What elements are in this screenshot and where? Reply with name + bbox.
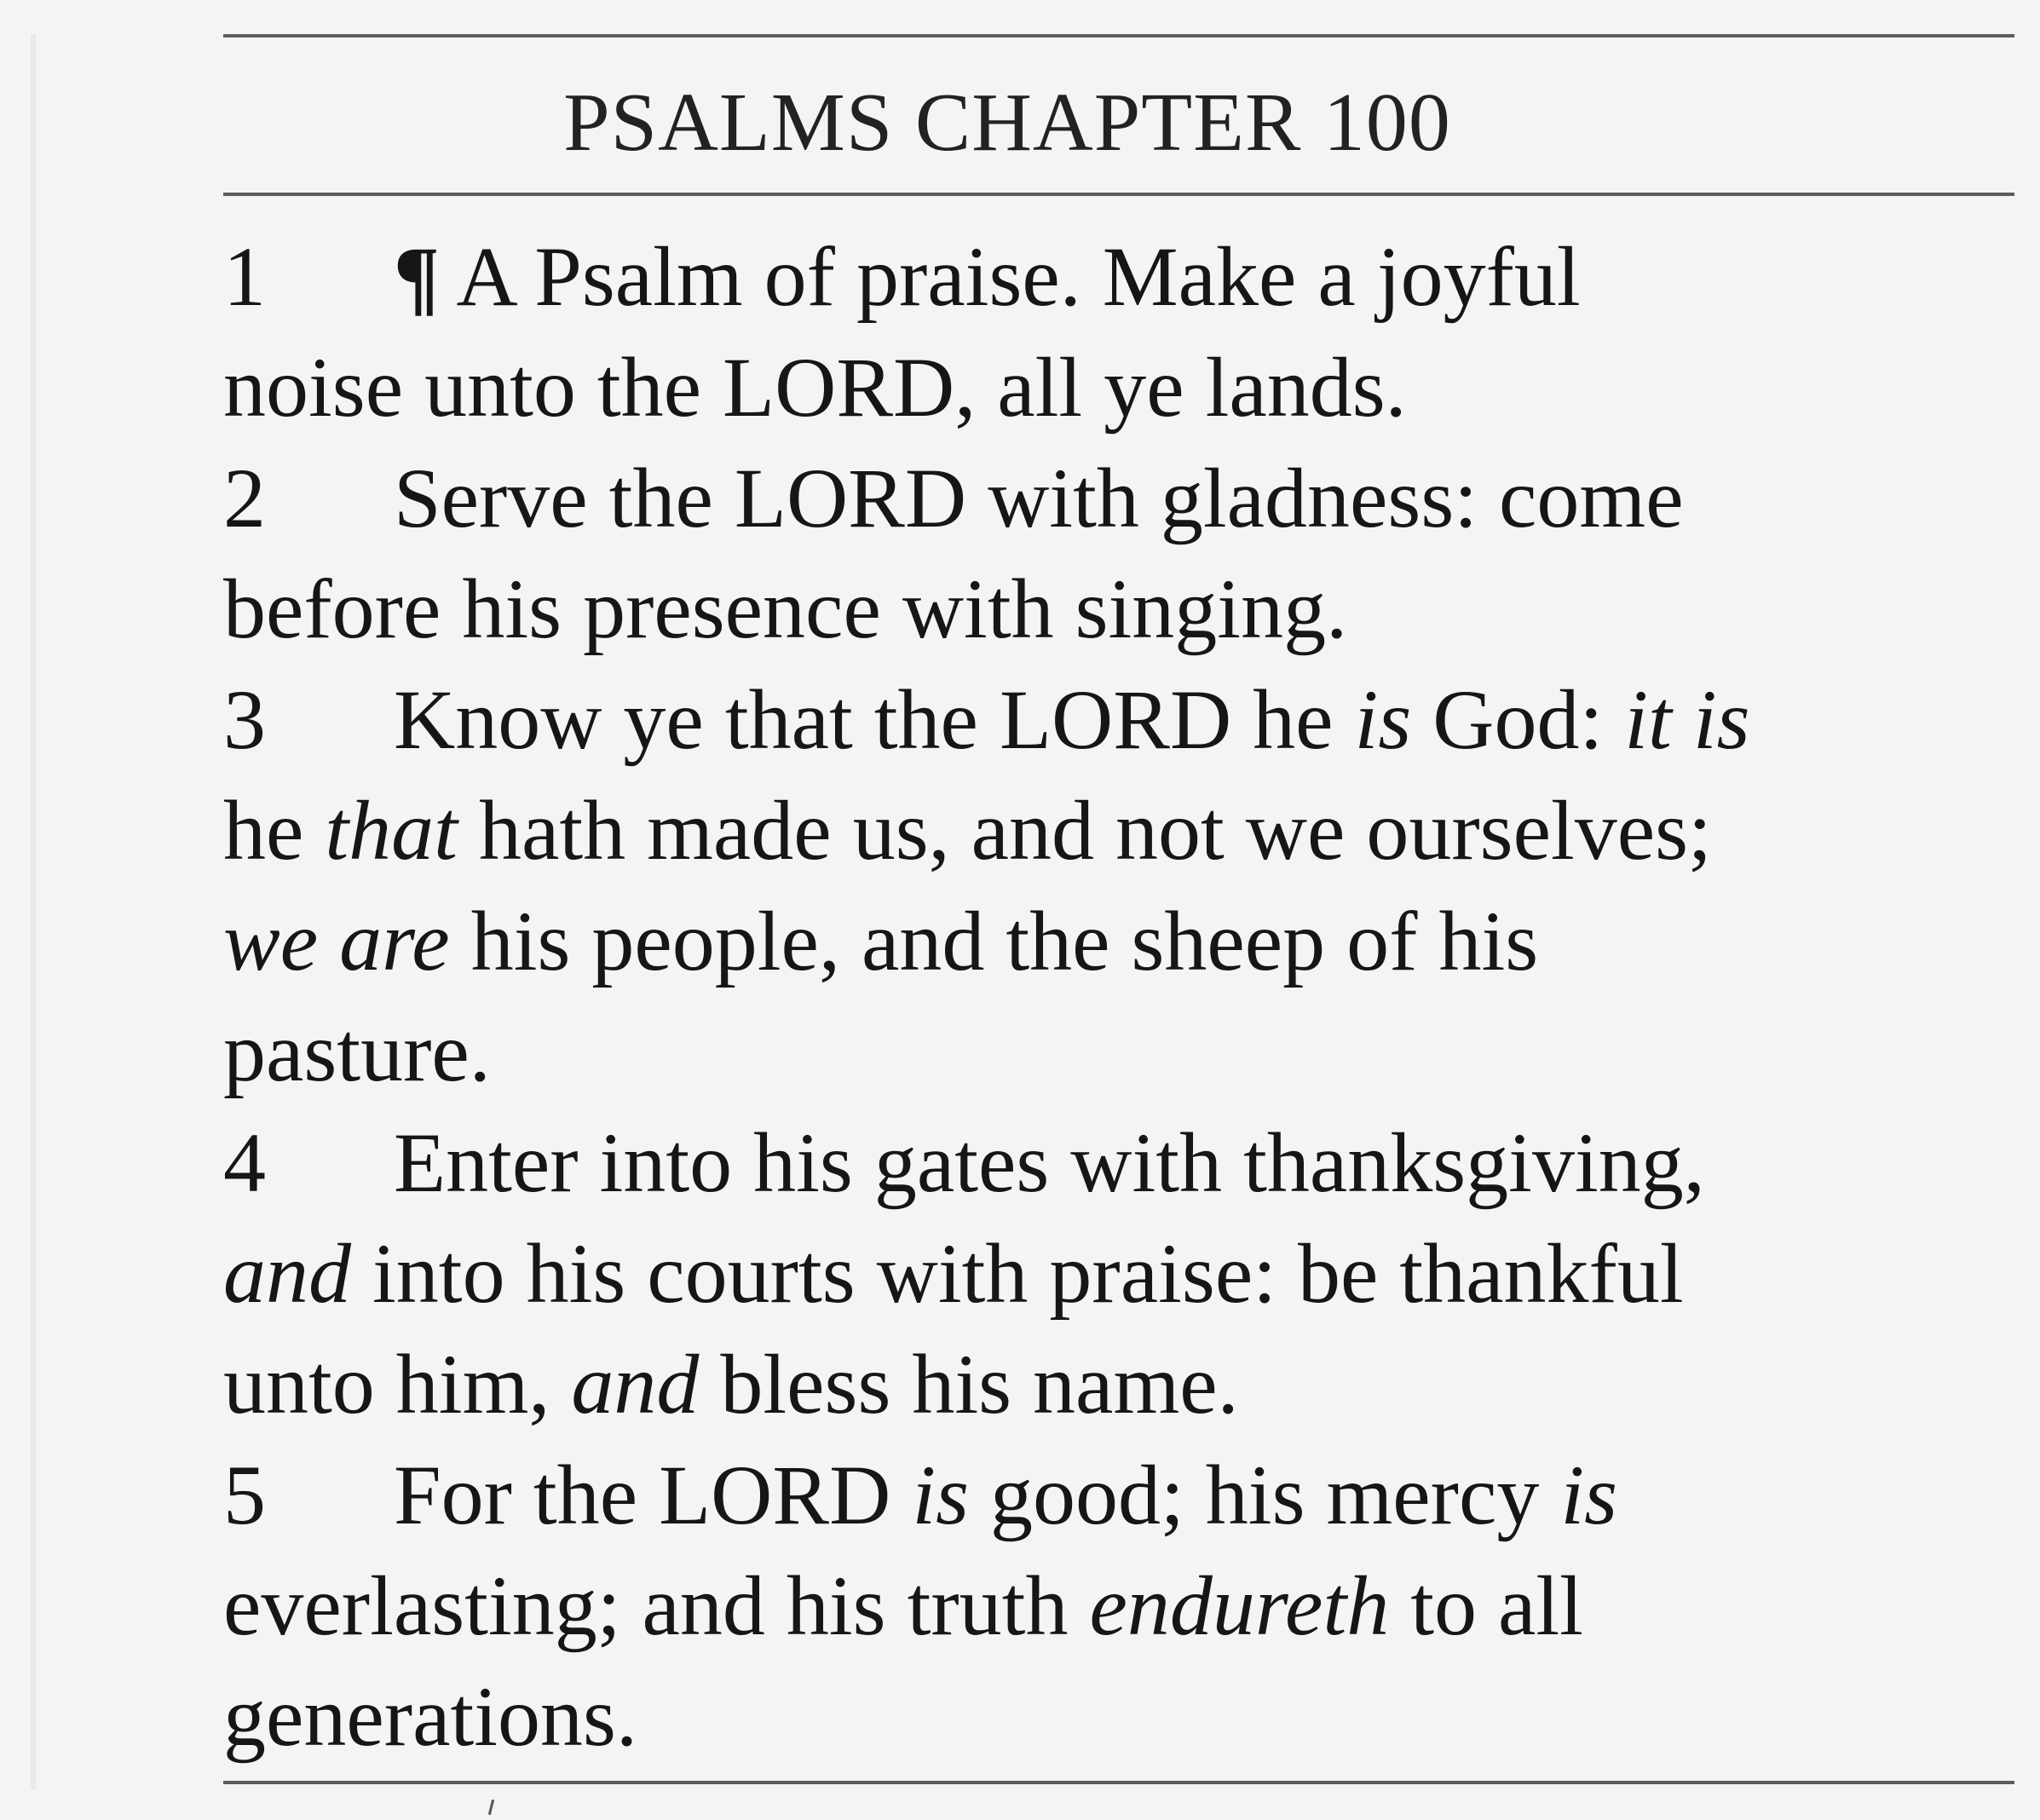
verse-text: everlasting; and his truth bbox=[223, 1558, 1090, 1653]
scripture-panel bbox=[223, 34, 2014, 1789]
italic-word: is bbox=[1354, 672, 1412, 767]
verse-5-line-2 bbox=[223, 1551, 2014, 1662]
verse-5-line-3 bbox=[223, 1662, 2014, 1772]
verse-text: For the LORD bbox=[394, 1448, 913, 1542]
verse-list bbox=[223, 222, 2014, 1772]
verse-number: 3 bbox=[223, 672, 266, 767]
verse-number: 5 bbox=[223, 1448, 266, 1542]
italic-word: that bbox=[325, 783, 458, 878]
verse-2-line-2 bbox=[223, 554, 2014, 665]
scan-edge-shadow bbox=[31, 34, 36, 1789]
pilcrow-mark: ¶ bbox=[394, 229, 441, 324]
verse-text: A Psalm of praise. Make a joyful bbox=[440, 229, 1581, 324]
italic-word: we are bbox=[223, 894, 450, 988]
verse-text: God: bbox=[1411, 672, 1625, 767]
verse-2-line-1 bbox=[223, 443, 2014, 554]
verse-text: pasture. bbox=[223, 1005, 491, 1099]
heading-rule bbox=[223, 193, 2014, 196]
chapter-heading: PSALMS CHAPTER 100 bbox=[563, 77, 1451, 169]
verse-5-line-1 bbox=[223, 1440, 2014, 1551]
scan-speck bbox=[488, 1800, 494, 1815]
italic-word: is bbox=[912, 1448, 970, 1542]
verse-text: hath made us, and not we ourselves; bbox=[457, 783, 1712, 878]
italic-word: endureth bbox=[1089, 1558, 1390, 1653]
verse-text: generations. bbox=[223, 1669, 637, 1764]
verse-3-line-1 bbox=[223, 665, 2014, 775]
verse-text: before his presence with singing. bbox=[223, 562, 1348, 656]
verse-text: unto him, bbox=[223, 1337, 572, 1431]
verse-text: he bbox=[223, 783, 326, 878]
verse-text: bless his name. bbox=[699, 1337, 1239, 1431]
verse-text: noise unto the LORD, all ye lands. bbox=[223, 340, 1407, 435]
bottom-rule bbox=[223, 1781, 2014, 1784]
verse-4-line-2 bbox=[223, 1218, 2014, 1329]
verse-number: 2 bbox=[223, 451, 266, 545]
verse-4-line-3 bbox=[223, 1329, 2014, 1440]
verse-text: good; his mercy bbox=[969, 1448, 1561, 1542]
verse-4-line-1 bbox=[223, 1108, 2014, 1218]
verse-number: 1 bbox=[223, 229, 266, 324]
verse-3-line-2 bbox=[223, 775, 2014, 886]
verse-3-line-3 bbox=[223, 886, 2014, 997]
verse-text: his people, and the sheep of his bbox=[449, 894, 1539, 988]
verse-text: to all bbox=[1389, 1558, 1583, 1653]
verse-1-line-1 bbox=[223, 222, 2014, 332]
verse-text: Enter into his gates with thanksgiving, bbox=[394, 1115, 1705, 1210]
italic-word: and bbox=[571, 1337, 700, 1431]
verse-text: Know ye that the LORD he bbox=[394, 672, 1355, 767]
top-rule bbox=[223, 34, 2014, 37]
italic-word: and bbox=[223, 1226, 351, 1321]
italic-word: is bbox=[1560, 1448, 1618, 1542]
italic-word: it is bbox=[1624, 672, 1750, 767]
verse-text: into his courts with praise: be thankful bbox=[351, 1226, 1684, 1321]
verse-number: 4 bbox=[223, 1115, 266, 1210]
verse-1-line-2 bbox=[223, 332, 2014, 443]
verse-3-line-4 bbox=[223, 997, 2014, 1108]
verse-text: Serve the LORD with gladness: come bbox=[394, 451, 1684, 545]
